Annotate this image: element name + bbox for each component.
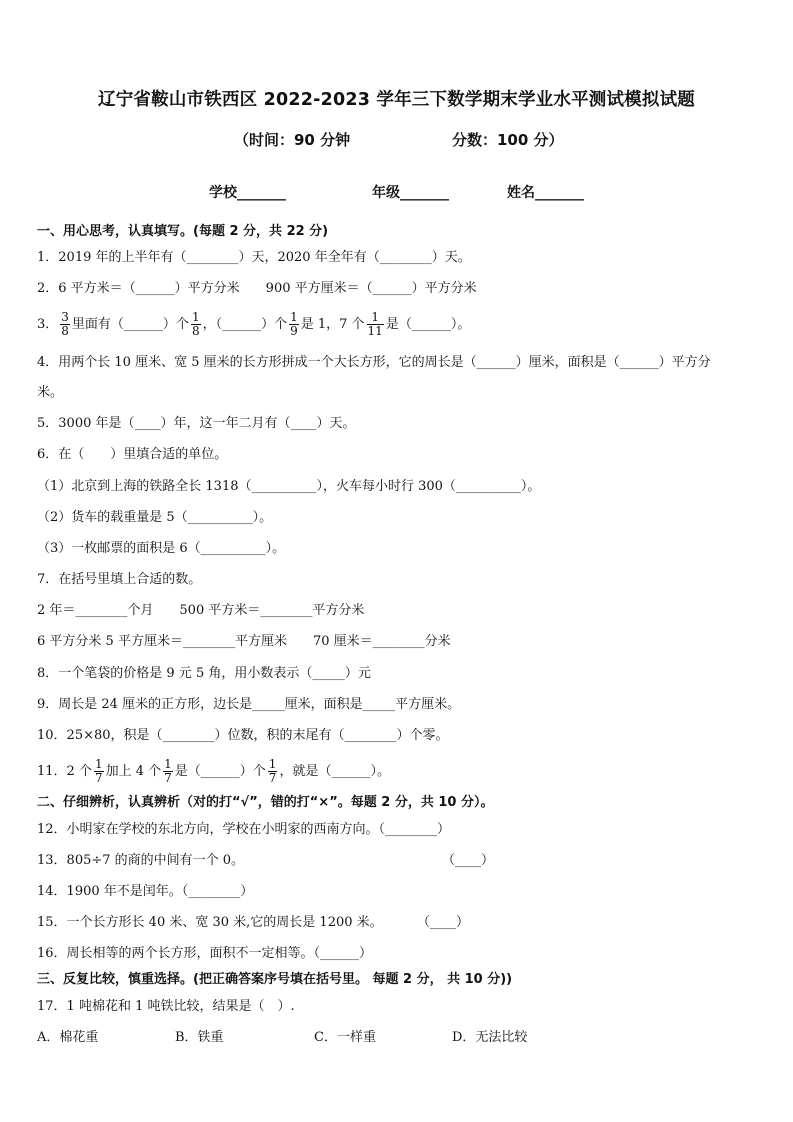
q11-text-1: 加上 4 个: [105, 764, 162, 779]
question-4-cont: 米。: [37, 385, 64, 400]
school-field: 学校_______: [209, 185, 286, 201]
section1-heading: 一、用心思考，认真填写。(每题 2 分，共 22 分): [37, 224, 329, 239]
option-a: A．棉花重: [37, 1030, 99, 1045]
question-15-answer-blank: （____）: [417, 915, 470, 930]
question-14: 14．1900 年不是闰年。（________）: [37, 884, 254, 899]
option-b: B．铁重: [175, 1030, 224, 1045]
grade-field: 年级_______: [372, 185, 449, 201]
question-6: 6．在（ ）里填合适的单位。: [37, 447, 228, 462]
q11-text-2: 是（______）个: [174, 764, 266, 779]
question-16: 16．周长相等的两个长方形，面积不一定相等。（______）: [37, 946, 373, 961]
q11-fraction-3: $\frac{1}{7}$: [268, 757, 277, 785]
question-6-3: （3）一枚邮票的面积是 6（__________）。: [37, 541, 286, 556]
q3-fraction-2: $\frac{1}{8}$: [191, 310, 200, 338]
q3-fraction-1: $\frac{3}{8}$: [61, 310, 69, 338]
question-8: 8．一个笔袋的价格是 9 元 5 角，用小数表示（_____）元: [37, 666, 371, 681]
question-3: [37, 310, 470, 340]
question-7-2: 6 平方分米 5 平方厘米＝________平方厘米 70 厘米＝________分米: [37, 634, 451, 649]
question-5: 5．3000 年是（____）年，这一年二月有（____）天。: [37, 416, 356, 431]
question-10: 10．25×80，积是（________）位数，积的末尾有（________）个零。: [37, 728, 449, 743]
q3-fraction-3: $\frac{1}{9}$: [290, 310, 298, 338]
q3-text-3: 是 1，7 个: [300, 317, 365, 332]
q11-fraction-1: $\frac{1}{7}$: [94, 757, 103, 785]
question-12: 12．小明家在学校的东北方向，学校在小明家的西南方向。（________）: [37, 822, 451, 837]
q3-fraction-4: $\frac{1}{11}$: [367, 310, 383, 338]
question-6-1: （1）北京到上海的铁路全长 1318（__________），火车每小时行 300（__________）。: [37, 479, 541, 494]
q3-prefix: 3．: [37, 317, 59, 332]
q11-text-3: ，就是（______）。: [279, 764, 390, 779]
question-11: [37, 757, 390, 787]
exam-title: 辽宁省鞍山市铁西区 2022-2023 学年三下数学期末学业水平测试模拟试题: [98, 90, 695, 110]
option-c: C．一样重: [314, 1030, 376, 1045]
question-7: 7．在括号里填上合适的数。: [37, 572, 202, 587]
q3-text-1: 里面有（______）个: [71, 317, 189, 332]
exam-time: （时间：90 分钟: [234, 131, 351, 149]
section2-heading: 二、仔细辨析，认真辨析（对的打“√”，错的打“×”。每题 2 分，共 10 分）。: [37, 795, 494, 810]
question-6-2: （2）货车的载重量是 5（__________）。: [37, 510, 273, 525]
q3-text-4: 是（______）。: [385, 317, 471, 332]
question-9: 9．周长是 24 厘米的正方形，边长是_____厘米，面积是_____平方厘米。: [37, 697, 461, 712]
question-15: 15．一个长方形长 40 米、宽 30 米,它的周长是 1200 米。: [37, 915, 383, 930]
exam-score: 分数：100 分）: [452, 131, 564, 149]
option-d: D．无法比较: [452, 1030, 528, 1045]
question-13: 13．805÷7 的商的中间有一个 0。: [37, 853, 245, 868]
question-7-1: 2 年＝________个月 500 平方米＝________平方分米: [37, 603, 365, 618]
question-17: 17．1 吨棉花和 1 吨铁比较，结果是（ ）.: [37, 999, 295, 1014]
question-4: 4．用两个长 10 厘米、宽 5 厘米的长方形拼成一个大长方形，它的周长是（______）厘米，面积是（______）平方分: [37, 355, 711, 370]
question-1: 1．2019 年的上半年有（________）天，2020 年全年有（________）天。: [37, 250, 471, 265]
q11-fraction-2: $\frac{1}{7}$: [164, 757, 172, 785]
section3-heading: 三、反复比较，慎重选择。(把正确答案序号填在括号里。 每题 2 分， 共 10 分)): [37, 972, 513, 987]
question-13-answer-blank: （____）: [442, 853, 495, 868]
q3-text-2: ，（______）个: [202, 317, 288, 332]
q11-prefix: 11．2 个: [37, 764, 92, 779]
question-2: 2．6 平方米＝（______）平方分米 900 平方厘米＝（______）平方分米: [37, 281, 477, 296]
name-field: 姓名_______: [507, 185, 584, 201]
